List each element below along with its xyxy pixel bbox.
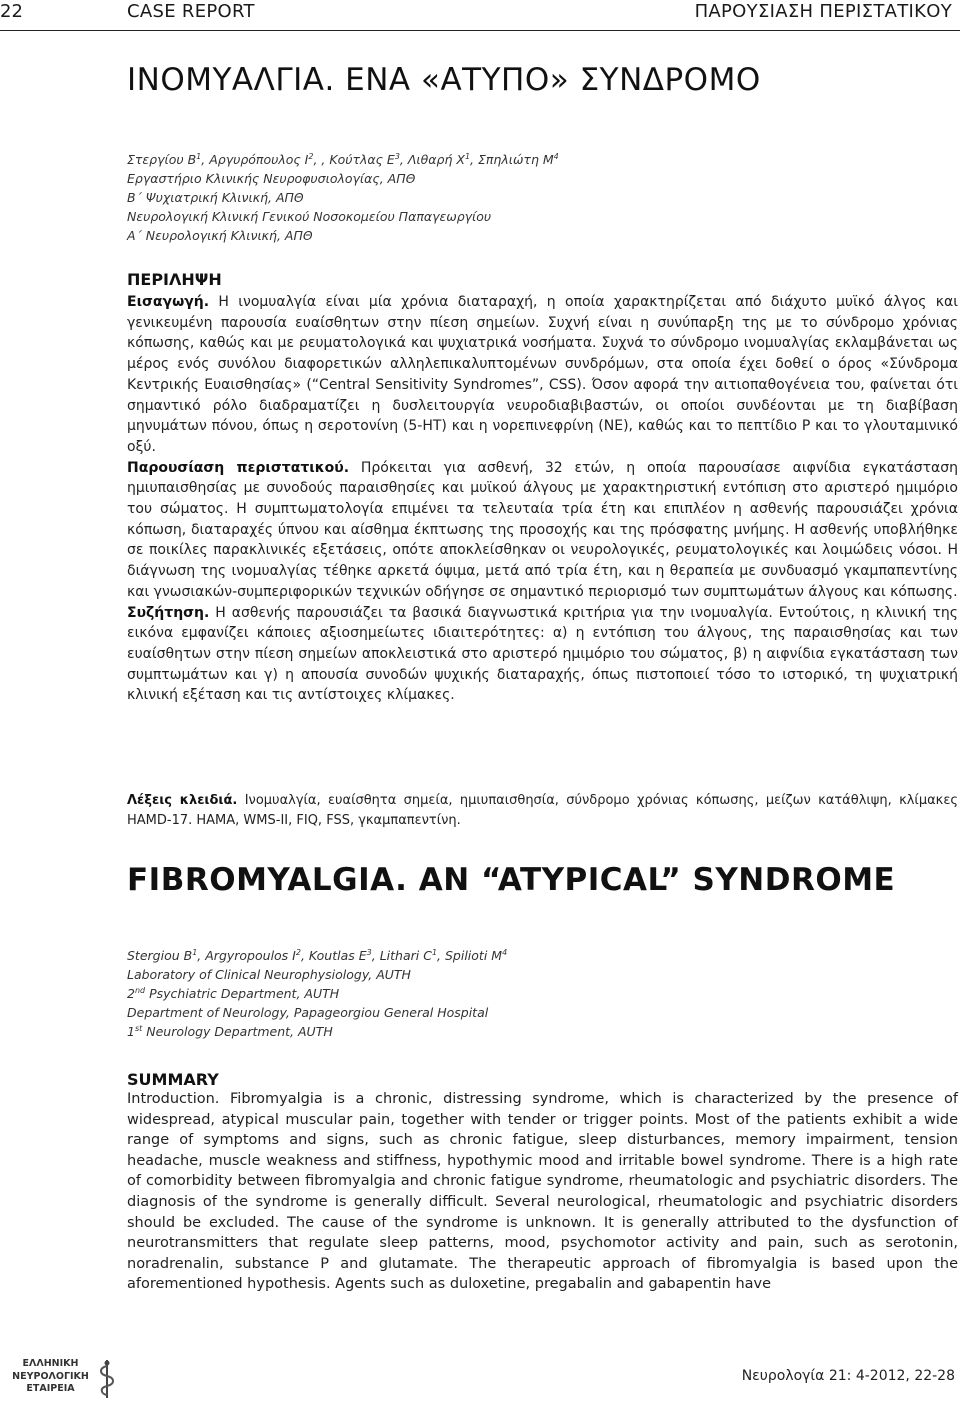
author-affil-sup: 4	[502, 947, 508, 957]
keywords-gr	[127, 791, 958, 831]
intro-text: Η ινομυαλγία είναι μία χρόνια διαταραχή, η οποία χαρακτηρίζεται από διάχυτο μυϊκό άλγος και γενικευμένη παρουσία ευαίσθητων στην πίεση σημείων. Συχνή είναι η συνύπαρξη της με το σύνδρομο χρόνιας κόπωσης, καθώς και με ρευματολογικά και ψυχιατρικά νοσήματα. Συχνά το σύνδρομο ινομυαλγίας εκλαμβάνεται ως μέρος ενός συνόλου διαφορετικών αλληλεπικαλυπτομένων συνδρόμων, στα οποία έχει δοθεί ο όρος «Σύνδρομα Κεντρικής Ευαισθησίας» (“Central Sensitivity Syndromes”, CSS). Όσον αφορά την αιτιοπαθογένεια του, φαίνεται ότι σημαντικό ρόλο διαδραματίζει η δυσλειτουργία νευροδιαβιβαστών, οι οποίοι συνδέονται με τη διαβίβαση μηνυμάτων πόνου, όπως η σεροτονίνη (5-HT) και η νορεπινεφρίνη (NE), καθώς και το πεπτίδιο P και το γλουταμινικό οξύ.	[127, 294, 958, 455]
case-text: Πρόκειται για ασθενή, 32 ετών, η οποία παρουσίασε αιφνίδια εγκατάσταση ημιυπαισθησίας με συνοδούς παραισθησίες και μυϊκού άλγους με χαρακτηριστική εντόπιση στο αριστερό ημιμόριο του σώματος. Η συμπτωματολογία επιμένει τα τελευταία τρία έτη και επιπλέον η ασθενής παρουσιάζει χρόνια κόπωση, διαταραχές ύπνου και αίσθημα έκπτωσης της προσοχής και της πρόσφατης μνήμης. Η ασθενής υποβλήθηκε σε ποικίλες παρακλινικές εξετάσεις, οπότε αποκλείσθηκαν οι νευρολογικές, ρευματολογικές και λοιμώδεις νόσοι. Η διάγνωση της ινομυαλγίας τέθηκε αρκετά όψιμα, μετά από τρία έτη, και η θεραπεία με συνδυασμό γκαμπαπεντίνης και γνωσιακών-συμπεριφορικών τεχνικών οδήγησε σε σημαντικό περιορισμό των συμπτωμάτων άλγους και κόπωσης.	[127, 459, 958, 600]
author-separator: ,	[371, 948, 380, 963]
author-name: Στεργίου Β	[127, 152, 197, 167]
abstract-case-paragraph	[127, 458, 958, 603]
affiliation-ordinal: 2	[127, 986, 135, 1001]
affiliation-ordinal: 1	[127, 1024, 135, 1039]
keywords-label: Λέξεις κλειδιά.	[127, 793, 238, 808]
affiliation-line: Εργαστήριο Κλινικής Νευροφυσιολογίας, ΑΠΘ	[127, 171, 416, 186]
section-label-gr: ΠΑΡΟΥΣΙΑΣΗ ΠΕΡΙΣΤΑΤΙΚΟΥ	[694, 1, 952, 22]
author-affil-sup: 1	[464, 151, 471, 161]
society-logo	[8, 1358, 128, 1398]
author-names-en	[127, 946, 507, 965]
keywords-text: Ινομυαλγία, ευαίσθητα σημεία, ημιυπαισθησία, σύνδρομο χρόνιας κόπωσης, μείζων κατάθλιψη, κλίμακες HAMD-17. HAMA, WMS-II, FIQ, FSS, γκαμπαπεντίνη.	[127, 793, 958, 828]
author-name: Lithari C	[379, 948, 432, 963]
affiliation-line	[127, 1022, 507, 1041]
affiliation-line: Β΄ Ψυχιατρική Κλινική, ΑΠΘ	[127, 190, 304, 205]
author-affil-sup: 1	[431, 947, 438, 957]
author-separator: ,	[399, 152, 408, 167]
authors-block-gr	[127, 150, 559, 245]
page-header	[0, 0, 960, 24]
logo-line: ΝΕΥΡΟΛΟΓΙΚΗ	[12, 1370, 89, 1382]
summary-heading-en: SUMMARY	[127, 1070, 219, 1089]
author-separator: , ,	[313, 152, 330, 167]
author-name: Stergiou B	[127, 948, 193, 963]
author-name: Koutlas E	[308, 948, 367, 963]
affiliation-text: Department of Neurology, Papageorgiou General Hospital	[127, 1005, 489, 1020]
ordinal-suffix: st	[134, 1023, 143, 1033]
author-name: Spilioti M	[444, 948, 503, 963]
affiliation-line	[127, 965, 507, 984]
author-separator: ,	[470, 152, 478, 167]
author-affil-sup: 4	[553, 151, 559, 161]
author-separator: ,	[201, 152, 210, 167]
abstract-intro-paragraph	[127, 292, 958, 458]
affiliation-line	[127, 1003, 507, 1022]
page-number: 22	[0, 1, 23, 22]
author-affil-sup: 1	[192, 947, 198, 957]
abstract-en	[127, 1089, 958, 1295]
summary-text: Introduction. Fibromyalgia is a chronic, distressing syndrome, which is characterized by the presence of widespread, atypical muscular pain, together with tender or trigger points. Most of the patients exhibit a wide range of symptoms and signs, such as chronic fatigue, sleep disturbances, memory impairment, tension headache, muscle weakness and stiffness, hypothymic mood and irritable bowel syndrome. There is a high rate of comorbidity between fibromyalgia and chronic fatigue syndrome, rheumatologic and psychiatric disorders. The diagnosis of the syndrome is generally difficult. Several neurological, rheumatologic and psychiatric disorders should be excluded. The cause of the syndrome is unknown. It is generally attributed to the dysfunction of neurotransmitters that regulate sleep patterns, mood, psychomotor activity and pain, such as serotonin, noradrenalin, substance P and glutamate. The therapeutic approach of fibromyalgia is based upon the aforementioned hypothesis. Agents such as duloxetine, pregabalin and gabapentin have	[127, 1091, 958, 1293]
author-separator: ,	[197, 948, 206, 963]
logo-text	[8, 1358, 93, 1396]
author-name: Λιθαρή Χ	[407, 152, 465, 167]
author-separator: ,	[300, 948, 309, 963]
discussion-text: Η ασθενής παρουσιάζει τα βασικά διαγνωστικά κριτήρια για την ινομυαλγία. Εντούτοις, η κλινική της εικόνα εμφανίζει κάποιες αξιοσημείωτες ιδιαιτερότητες: α) η εντόπιση του άλγους, της παραισθησίας και των ευαίσθητων στην πίεση σημείων αποκλειστικά στο αριστερό ημιμόριο του σώματος, β) η αιφνίδια εγκατάσταση των συμπτωμάτων και γ) η απουσία συνοδών ψυχικής διαταραχής, όπως πιστοποιεί τόσο το ιστορικό, τη ψυχιατρική κλινική εξέταση και τις αντίστοιχες κλίμακες.	[127, 604, 958, 704]
author-affil-sup: 3	[366, 947, 372, 957]
logo-line: ΕΛΛΗΝΙΚΗ	[22, 1358, 79, 1369]
intro-label: Εισαγωγή.	[127, 294, 210, 310]
author-affil-sup: 2	[308, 151, 314, 161]
author-affil-sup: 3	[394, 151, 400, 161]
case-label: Παρουσίαση περιστατικού.	[127, 459, 350, 476]
journal-citation: Νευρολογία 21: 4-2012, 22-28	[741, 1368, 955, 1384]
author-names-gr	[127, 150, 559, 169]
abstract-gr	[127, 292, 958, 706]
authors-block-en	[127, 946, 507, 1041]
summary-heading-gr: ΠΕΡΙΛΗΨΗ	[127, 270, 222, 289]
staff-icon	[93, 1358, 121, 1400]
author-name: Αργυρόπουλος Ι	[209, 152, 309, 167]
author-affil-sup: 2	[295, 947, 301, 957]
affiliation-line: Α΄ Νευρολογική Κλινική, ΑΠΘ	[127, 228, 313, 243]
section-label-en: CASE REPORT	[127, 1, 255, 22]
affiliation-text: Psychiatric Department, AUTH	[145, 986, 340, 1001]
ordinal-suffix: nd	[134, 985, 146, 995]
abstract-discussion-paragraph	[127, 603, 958, 707]
author-separator: ,	[437, 948, 445, 963]
affiliation-line: Νευρολογική Κλινική Γενικού Νοσοκομείου Παπαγεωργίου	[127, 209, 492, 224]
article-title-en: FIBROMYALGIA. AN “ATYPICAL” SYNDROME	[127, 862, 896, 898]
discussion-label: Συζήτηση.	[127, 604, 210, 621]
affiliation-text: Neurology Department, AUTH	[142, 1024, 333, 1039]
author-name: Κούτλας Ε	[329, 152, 395, 167]
author-affil-sup: 1	[196, 151, 202, 161]
affiliation-line	[127, 984, 507, 1003]
article-title-gr: ΙΝΟΜΥΑΛΓΙΑ. ΕΝΑ «ΑΤΥΠΟ» ΣΥΝΔΡΟΜΟ	[127, 62, 761, 98]
affiliation-text: Laboratory of Clinical Neurophysiology, AUTH	[127, 967, 411, 982]
author-name: Σπηλιώτη Μ	[477, 152, 554, 167]
header-rule	[0, 30, 960, 31]
author-name: Argyropoulos I	[205, 948, 296, 963]
logo-line: ΕΤΑΙΡΕΙΑ	[26, 1383, 75, 1394]
